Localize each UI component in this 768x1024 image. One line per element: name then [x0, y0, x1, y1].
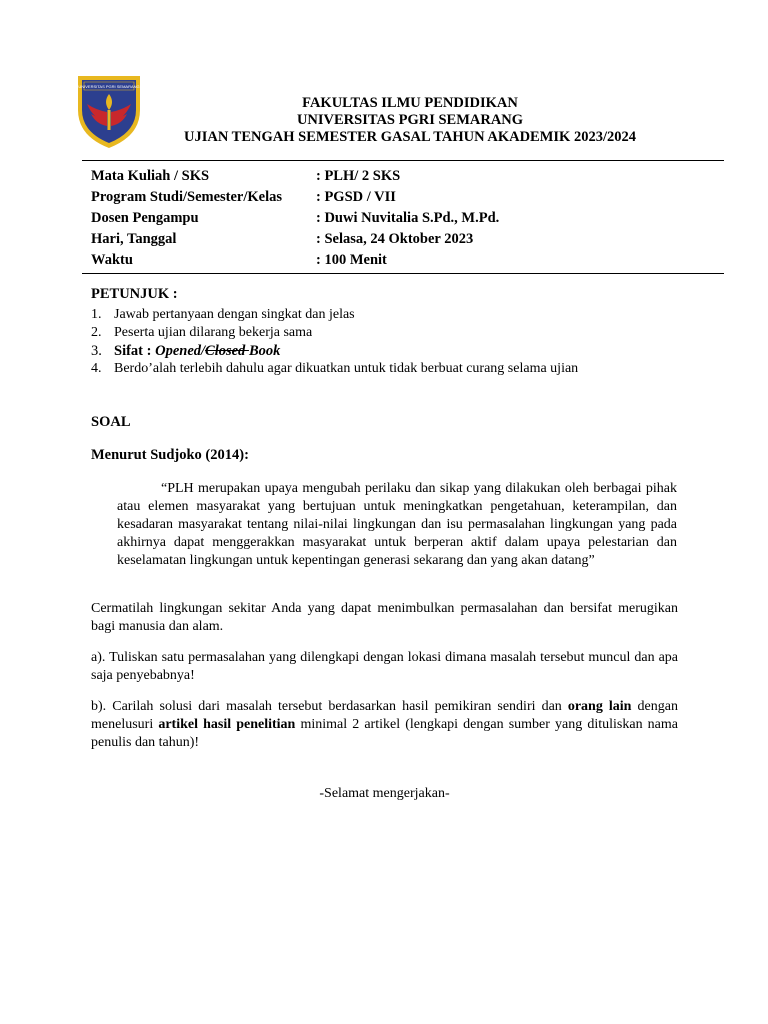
info-label: Mata Kuliah / SKS: [91, 168, 210, 184]
closing-text: -Selamat mengerjakan-: [319, 786, 450, 801]
university-name: UNIVERSITAS PGRI SEMARANG: [296, 112, 524, 128]
instructions-title: PETUNJUK :: [91, 286, 178, 302]
info-row-date: [91, 229, 499, 250]
header-divider: [82, 160, 724, 161]
sifat-opened: Opened/: [155, 343, 206, 359]
item-number: 1.: [91, 307, 102, 322]
list-item: [91, 306, 578, 324]
item-number: 4.: [91, 361, 102, 376]
info-value: : Duwi Nuvitalia S.Pd., M.Pd.: [316, 210, 500, 226]
list-item: [91, 324, 578, 342]
item-number: 3.: [91, 343, 102, 359]
info-row-program: [91, 187, 499, 208]
question-b-bold: orang lain: [567, 699, 632, 714]
question-a: a). Tuliskan satu permasalahan yang dilengkapi dengan lokasi dimana masalah tersebut muncul dan apa saja penyebabnya!: [91, 650, 678, 683]
info-value: : Selasa, 24 Oktober 2023: [316, 231, 474, 247]
list-item: [91, 342, 578, 360]
document-header: [90, 95, 730, 146]
info-label: Program Studi/Semester/Kelas: [91, 189, 283, 205]
item-text: Jawab pertanyaan dengan singkat dan jelas: [114, 307, 355, 322]
item-text: Berdo’alah terlebih dahulu agar dikuatkan untuk tidak berbuat curang selama ujian: [114, 361, 579, 376]
sifat-closed: Closed: [205, 343, 249, 359]
info-label: Hari, Tanggal: [91, 231, 177, 247]
sifat-label: Sifat :: [114, 343, 156, 359]
quote-block: “PLH merupakan upaya mengubah perilaku dan sikap yang dilakukan oleh berbagai pihak atau elemen masyarakat yang bertujuan untuk meningkatkan pengetahuan, keterampilan, dan kesadaran masyarakat tentang nilai-nilai lingkungan dan isu permasalahan lingkungan yang pada akhirnya dapat menggerakkan masyarakat untuk berperan aktif dalam upaya pelestarian dan keselamatan lingkungan untuk kepentingan generasi sekarang dan yang akan datang”: [117, 481, 677, 568]
question-b-text: minimal 2 artikel (lengkapi dengan sumber yang dituliskan nama penulis dan tahun)!: [91, 717, 679, 750]
list-item: [91, 360, 578, 378]
item-text: Peserta ujian dilarang bekerja sama: [114, 325, 313, 340]
item-number: 2.: [91, 325, 102, 340]
instruction-paragraph: Cermatilah lingkungan sekitar Anda yang dapat menimbulkan permasalahan dan bersifat merugikan bagi manusia dan alam.: [91, 601, 678, 634]
instructions-list: [91, 306, 578, 378]
info-row-course: [91, 166, 499, 187]
question-b-bold: artikel hasil penelitian: [158, 717, 296, 732]
info-label: Dosen Pengampu: [91, 210, 199, 226]
logo-text: UNIVERSITAS PGRI SEMARANG: [78, 84, 140, 89]
question-b-text: b). Carilah solusi dari masalah tersebut berdasarkan hasil pemikiran sendiri dan: [91, 699, 568, 714]
info-divider: [82, 273, 724, 274]
info-value: : PGSD / VII: [316, 189, 396, 205]
info-label: Waktu: [91, 252, 133, 268]
info-value: : 100 Menit: [316, 252, 387, 268]
question-b: [91, 698, 678, 752]
info-value: : PLH/ 2 SKS: [316, 168, 401, 184]
exam-title: UJIAN TENGAH SEMESTER GASAL TAHUN AKADEMIK 2023/2024: [184, 129, 636, 145]
info-row-lecturer: [91, 208, 499, 229]
faculty-name: FAKULTAS ILMU PENDIDIKAN: [302, 95, 518, 111]
info-row-time: [91, 250, 499, 271]
sifat-book: Book: [248, 343, 281, 359]
question-b-text: dengan menelusuri: [91, 699, 678, 732]
soal-title: SOAL: [91, 414, 131, 430]
course-info: [91, 166, 499, 271]
source-citation: Menurut Sudjoko (2014):: [91, 447, 249, 463]
